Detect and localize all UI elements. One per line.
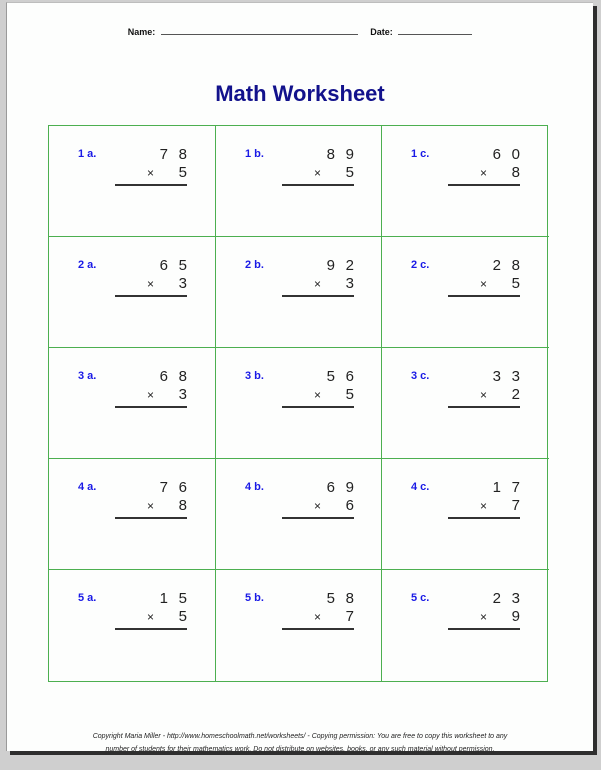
answer-line [282,517,354,519]
multiplier: 2 [511,386,520,403]
multiplicand [282,479,354,497]
ones-digit: 6 [178,479,187,496]
multiplier-row [448,275,520,293]
times-icon: × [146,499,154,513]
name-date-line [7,26,593,37]
multiplier: 5 [178,164,187,181]
multiplicand [115,368,187,386]
multiplier: 7 [511,497,520,514]
multiplier-row [448,608,520,626]
tens-digit: 5 [326,590,335,607]
times-icon: × [479,388,487,402]
multiplicand [448,590,520,608]
times-icon: × [313,277,321,291]
answer-line [115,184,187,186]
answer-line [448,406,520,408]
multiplier: 5 [178,608,187,625]
problem-label: 4 b. [245,481,264,493]
problem-cell [49,126,216,237]
multiplier-row [282,608,354,626]
problem-label: 2 a. [78,259,97,271]
multiplicand [282,590,354,608]
problem-grid [48,125,548,682]
multiplication-problem [282,257,354,297]
multiplication-problem [115,368,187,408]
answer-line [448,295,520,297]
multiplicand [115,146,187,164]
problem-label: 4 c. [411,481,430,493]
multiplicand [115,590,187,608]
date-label: Date: [370,27,393,37]
problem-label: 5 c. [411,592,430,604]
ones-digit: 8 [345,590,354,607]
multiplier-row [282,497,354,515]
name-label: Name: [127,27,156,37]
multiplicand [448,146,520,164]
multiplier-row [115,386,187,404]
multiplier: 3 [178,275,187,292]
problem-cell [216,348,382,459]
answer-line [282,295,354,297]
times-icon: × [313,166,321,180]
tens-digit: 6 [492,146,501,163]
ones-digit: 3 [511,590,520,607]
date-blank [398,26,472,35]
ones-digit: 9 [345,479,354,496]
problem-label: 2 b. [245,259,264,271]
worksheet-page [6,2,593,751]
worksheet-title: Math Worksheet [215,81,385,106]
multiplier-row [282,275,354,293]
tens-digit: 6 [159,368,168,385]
answer-line [115,295,187,297]
multiplier-row [448,386,520,404]
answer-line [448,517,520,519]
tens-digit: 3 [492,368,501,385]
ones-digit: 8 [178,368,187,385]
tens-digit: 1 [159,590,168,607]
multiplier: 7 [345,608,354,625]
problem-label: 5 a. [78,592,97,604]
problem-label: 5 b. [245,592,264,604]
multiplier: 3 [178,386,187,403]
multiplier: 8 [511,164,520,181]
multiplication-problem [115,479,187,519]
multiplier-row [115,275,187,293]
multiplicand [448,368,520,386]
problem-label: 2 c. [411,259,430,271]
problem-cell [216,237,382,348]
multiplication-problem [282,368,354,408]
tens-digit: 6 [159,257,168,274]
problem-label: 3 a. [78,370,97,382]
tens-digit: 2 [492,257,501,274]
times-icon: × [313,388,321,402]
ones-digit: 3 [511,368,520,385]
times-icon: × [146,388,154,402]
ones-digit: 8 [178,146,187,163]
tens-digit: 9 [326,257,335,274]
answer-line [282,184,354,186]
multiplicand [115,257,187,275]
multiplier: 5 [511,275,520,292]
multiplicand [115,479,187,497]
multiplication-problem [448,368,520,408]
ones-digit: 2 [345,257,354,274]
tens-digit: 7 [159,146,168,163]
tens-digit: 1 [492,479,501,496]
ones-digit: 6 [345,368,354,385]
answer-line [282,628,354,630]
problem-cell [49,348,216,459]
times-icon: × [146,277,154,291]
tens-digit: 6 [326,479,335,496]
times-icon: × [479,610,487,624]
times-icon: × [313,499,321,513]
problem-cell [216,570,382,681]
ones-digit: 9 [345,146,354,163]
problem-cell [382,348,549,459]
tens-digit: 2 [492,590,501,607]
multiplicand [282,368,354,386]
times-icon: × [479,277,487,291]
multiplication-problem [448,257,520,297]
problem-cell [49,459,216,570]
problem-label: 1 a. [78,148,97,160]
ones-digit: 5 [178,590,187,607]
problem-cell [49,570,216,681]
problem-label: 1 c. [411,148,430,160]
multiplication-problem [448,146,520,186]
multiplication-problem [115,590,187,630]
multiplier: 9 [511,608,520,625]
answer-line [448,628,520,630]
multiplier-row [448,164,520,182]
ones-digit: 8 [511,257,520,274]
multiplication-problem [282,590,354,630]
problem-cell [49,237,216,348]
multiplier-row [448,497,520,515]
problem-label: 4 a. [78,481,97,493]
multiplication-problem [115,257,187,297]
times-icon: × [479,499,487,513]
multiplier: 6 [345,497,354,514]
multiplier-row [115,608,187,626]
answer-line [448,184,520,186]
multiplier-row [282,164,354,182]
multiplier: 5 [345,164,354,181]
multiplicand [282,257,354,275]
name-blank [161,26,358,35]
multiplier-row [282,386,354,404]
problem-cell [382,570,549,681]
times-icon: × [146,166,154,180]
multiplicand [448,257,520,275]
answer-line [115,517,187,519]
multiplier: 3 [345,275,354,292]
tens-digit: 5 [326,368,335,385]
ones-digit: 0 [511,146,520,163]
tens-digit: 8 [326,146,335,163]
copyright-line-1: Copyright Maria Miller - http://www.homeschoolmath.net/worksheets/ - Copying permission: You are free to copy this worksheet to any [92,733,508,740]
multiplication-problem [448,479,520,519]
multiplicand [448,479,520,497]
multiplicand [282,146,354,164]
answer-line [282,406,354,408]
ones-digit: 5 [178,257,187,274]
problem-cell [382,126,549,237]
multiplication-problem [115,146,187,186]
ones-digit: 7 [511,479,520,496]
multiplication-problem [282,146,354,186]
times-icon: × [479,166,487,180]
problem-cell [382,459,549,570]
problem-label: 3 b. [245,370,264,382]
times-icon: × [313,610,321,624]
copyright-line-2: number of students for their mathematics work. Do not distribute on websites, books, or any such material without permission. [105,746,495,753]
problem-cell [216,459,382,570]
multiplier-row [115,164,187,182]
times-icon: × [146,610,154,624]
multiplier: 5 [345,386,354,403]
multiplication-problem [448,590,520,630]
multiplier-row [115,497,187,515]
tens-digit: 7 [159,479,168,496]
multiplier: 8 [178,497,187,514]
multiplication-problem [282,479,354,519]
problem-label: 1 b. [245,148,264,160]
problem-cell [216,126,382,237]
problem-cell [382,237,549,348]
answer-line [115,628,187,630]
problem-label: 3 c. [411,370,430,382]
answer-line [115,406,187,408]
